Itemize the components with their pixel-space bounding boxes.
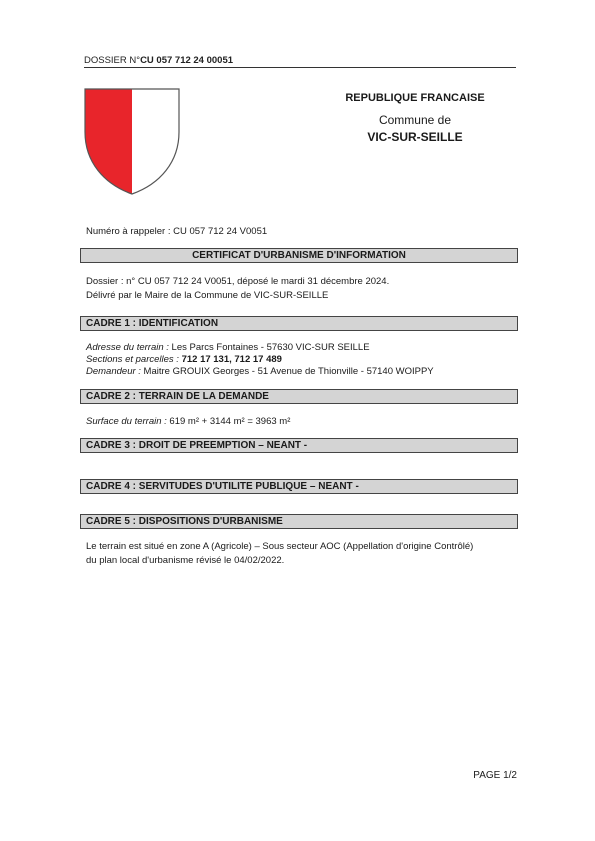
numero-rappel: Numéro à rappeler : CU 057 712 24 V0051	[86, 226, 268, 237]
page-number: PAGE 1/2	[473, 770, 517, 781]
surface-label: Surface du terrain :	[86, 416, 167, 427]
cadre4-title-bar: CADRE 4 : SERVITUDES D'UTILITE PUBLIQUE – NEANT -	[80, 479, 518, 494]
sections-line	[86, 354, 282, 366]
sections-value: 712 17 131, 712 17 489	[178, 354, 282, 365]
certificat-title-bar: CERTIFICAT D'URBANISME D'INFORMATION	[80, 248, 518, 263]
commune-name: VIC-SUR-SEILLE	[367, 130, 463, 144]
intro-line-1: Dossier : n° CU 057 712 24 V0051, déposé le mardi 31 décembre 2024.	[86, 276, 390, 287]
dossier-label: DOSSIER N°	[84, 55, 141, 66]
adresse-label: Adresse du terrain :	[86, 342, 169, 353]
cadre1-title-bar: CADRE 1 : IDENTIFICATION	[80, 316, 518, 331]
sections-label: Sections et parcelles :	[86, 354, 179, 365]
surface-value: 619 m² + 3144 m² = 3963 m²	[166, 416, 291, 427]
cadre5-title-bar: CADRE 5 : DISPOSITIONS D'URBANISME	[80, 514, 518, 529]
cadre5-line-1: Le terrain est situé en zone A (Agricole) – Sous secteur AOC (Appellation d'origine Contrôlé)	[86, 541, 474, 552]
demandeur-value: Maitre GROUIX Georges - 51 Avenue de Thionville - 57140 WOIPPY	[140, 366, 434, 377]
cadre3-title-bar: CADRE 3 : DROIT DE PREEMPTION – NEANT -	[80, 438, 518, 453]
cadre2-title-bar: CADRE 2 : TERRAIN DE LA DEMANDE	[80, 389, 518, 404]
dossier-number: CU 057 712 24 00051	[140, 55, 234, 66]
demandeur-label: Demandeur :	[86, 366, 141, 377]
header-rule	[84, 67, 516, 68]
demandeur-line	[86, 366, 434, 378]
commune-label: Commune de	[378, 113, 452, 127]
cadre5-line-2: du plan local d'urbanisme révisé le 04/02/2022.	[86, 555, 285, 566]
dossier-header	[84, 55, 233, 66]
intro-line-2: Délivré par le Maire de la Commune de VIC-SUR-SEILLE	[86, 290, 329, 301]
coat-of-arms-icon	[84, 88, 180, 196]
surface-line	[86, 416, 290, 428]
adresse-line	[86, 342, 370, 354]
adresse-value: Les Parcs Fontaines - 57630 VIC-SUR SEILLE	[168, 342, 370, 353]
republique-title: REPUBLIQUE FRANCAISE	[345, 92, 485, 104]
